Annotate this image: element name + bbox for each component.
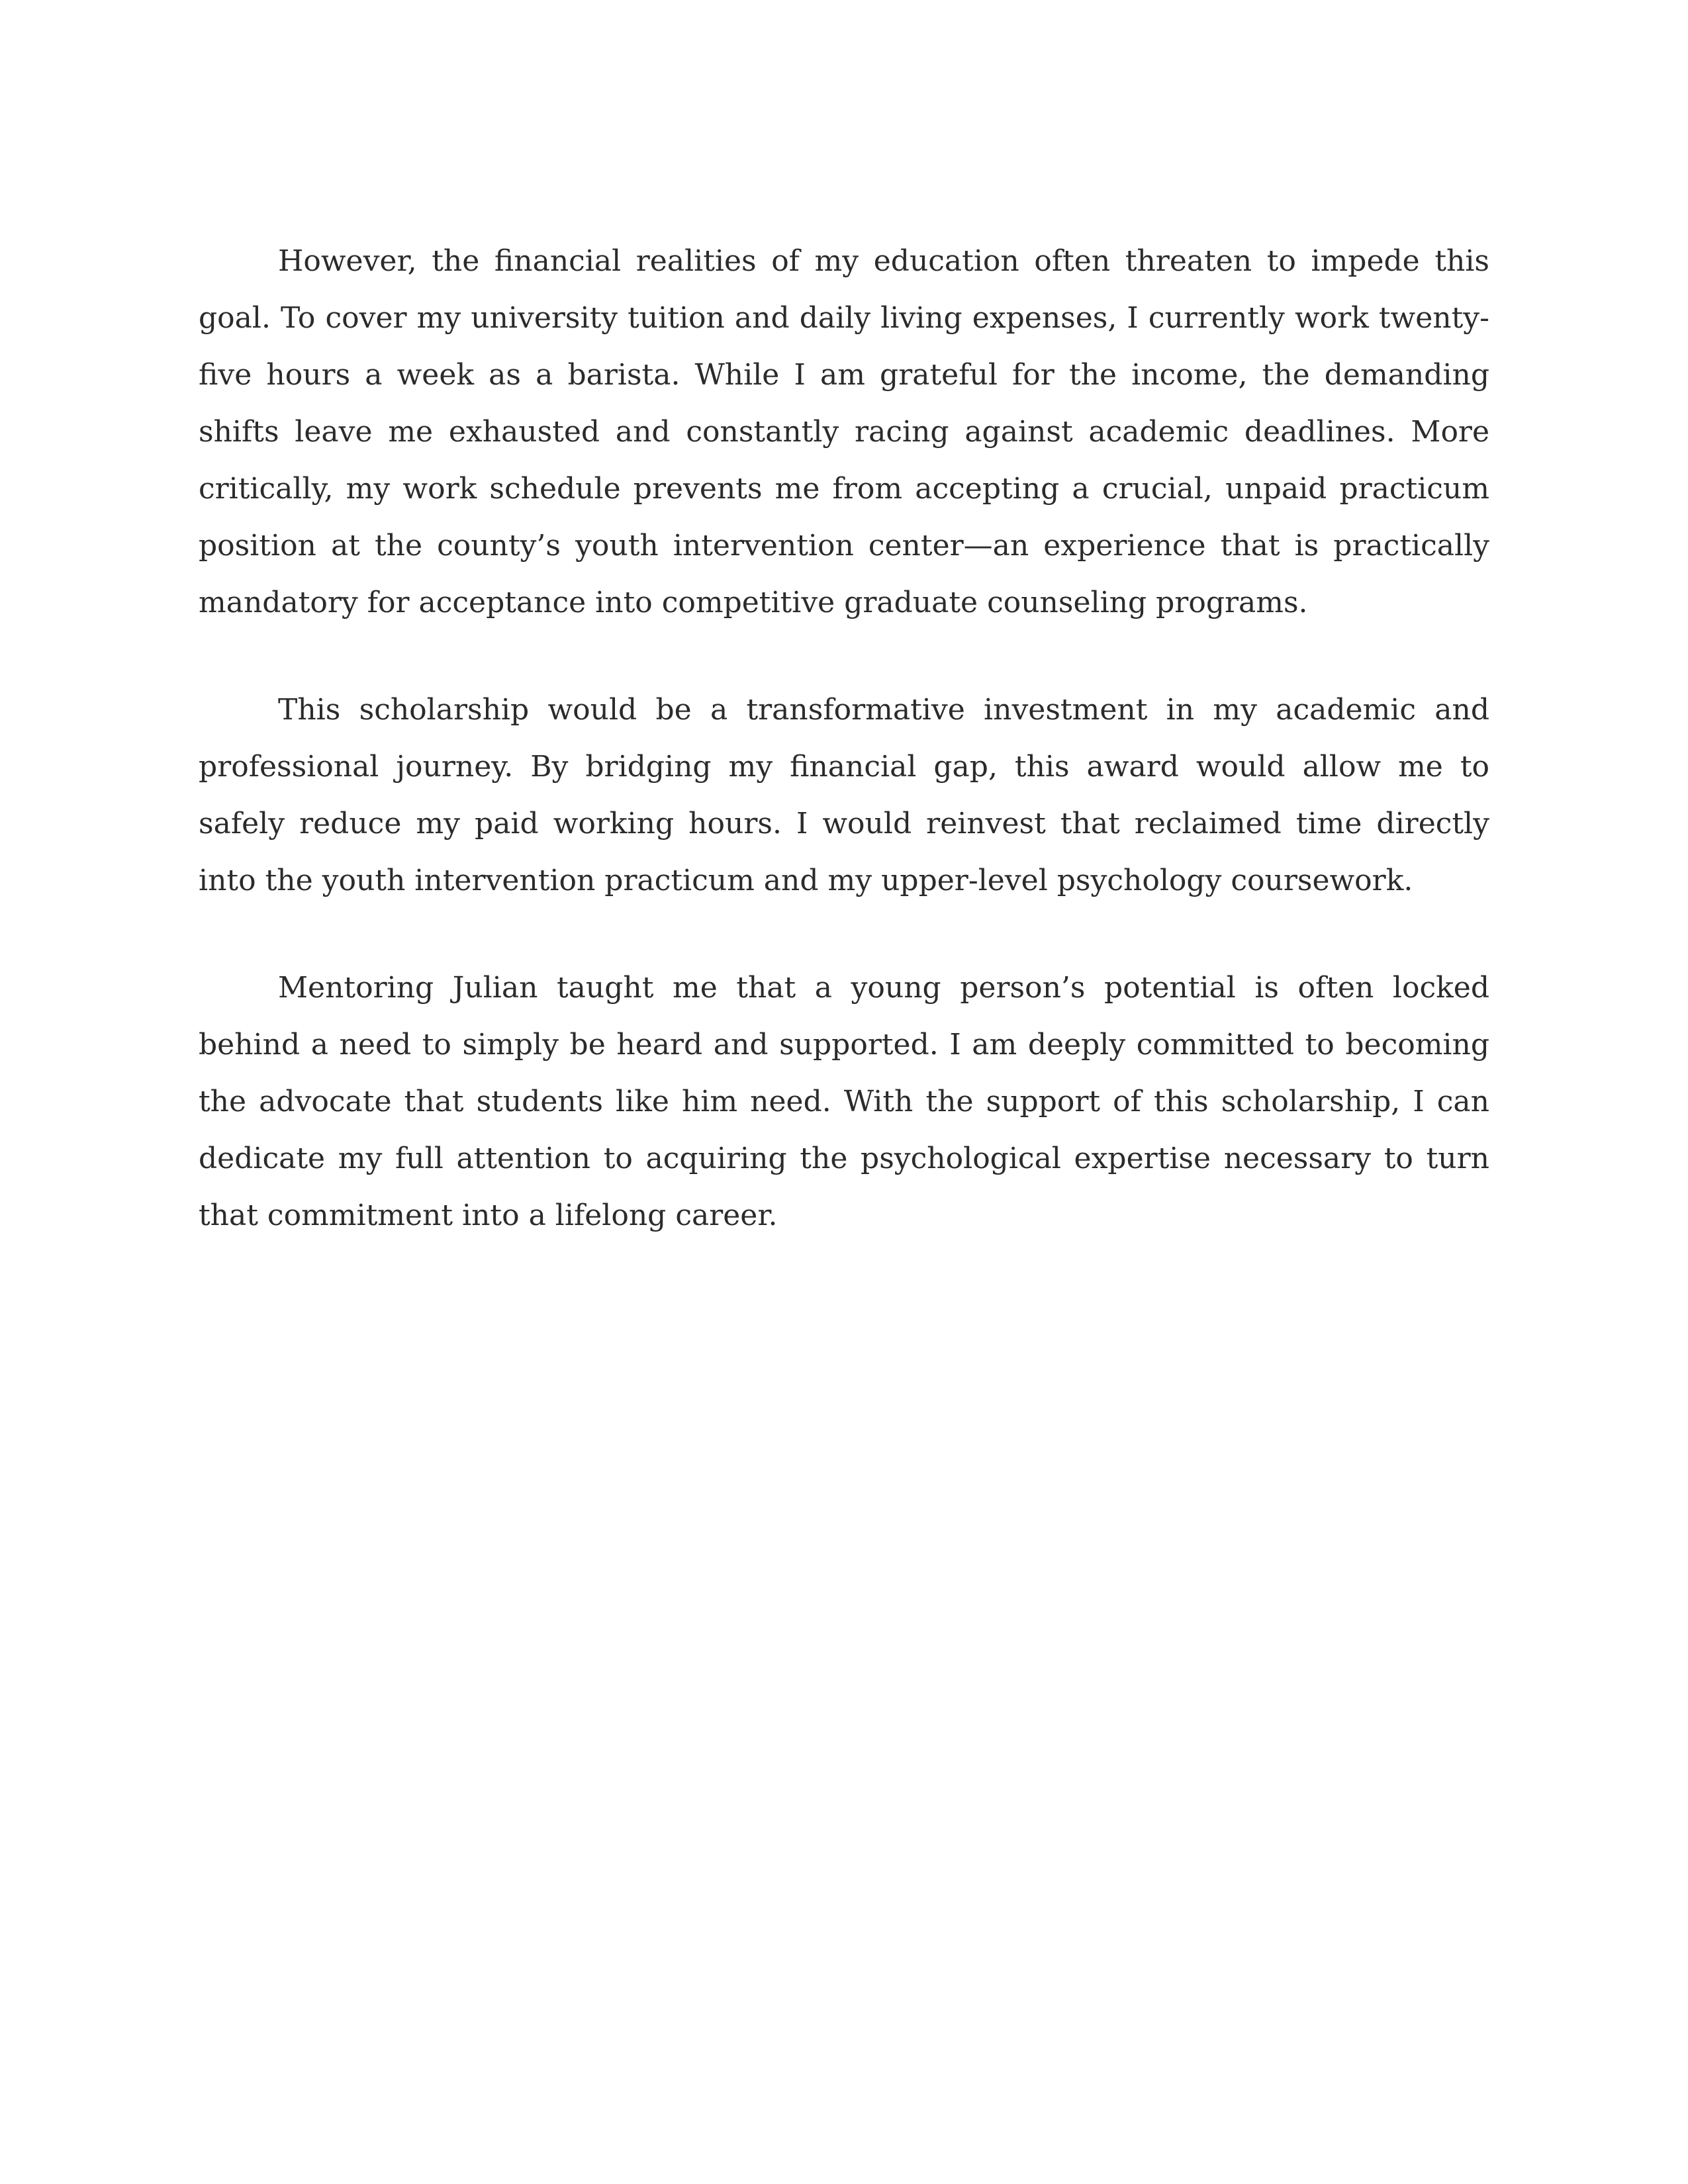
paragraph-scholarship-investment: This scholarship would be a transformative investment in my academic and professional journey. By bridging my financial gap, this award would allow me to safely reduce my paid working hours. I would reinvest that reclaimed time directly into the youth intervention practicum and my upper-level psychology coursework. bbox=[199, 693, 1489, 897]
paragraph-mentoring-julian: Mentoring Julian taught me that a young person’s potential is often locked behind a need to simply be heard and supported. I am deeply committed to becoming the advocate that students like him need. With the support of this scholarship, I can dedicate my full attention to acquiring the psychological expertise necessary to turn that commitment into a lifelong career. bbox=[199, 971, 1489, 1232]
paragraph-financial-realities: However, the financial realities of my education often threaten to impede this goal. To cover my university tuition and daily living expenses, I currently work twenty-five hours a week as a barista. While I am grateful for the income, the demanding shifts leave me exhausted and constantly racing against academic deadlines. More critically, my work schedule prevents me from accepting a crucial, unpaid practicum position at the county’s youth intervention center—an experience that is practically mandatory for acceptance into competitive graduate counseling programs. bbox=[199, 244, 1489, 619]
essay-body bbox=[199, 233, 1489, 1244]
